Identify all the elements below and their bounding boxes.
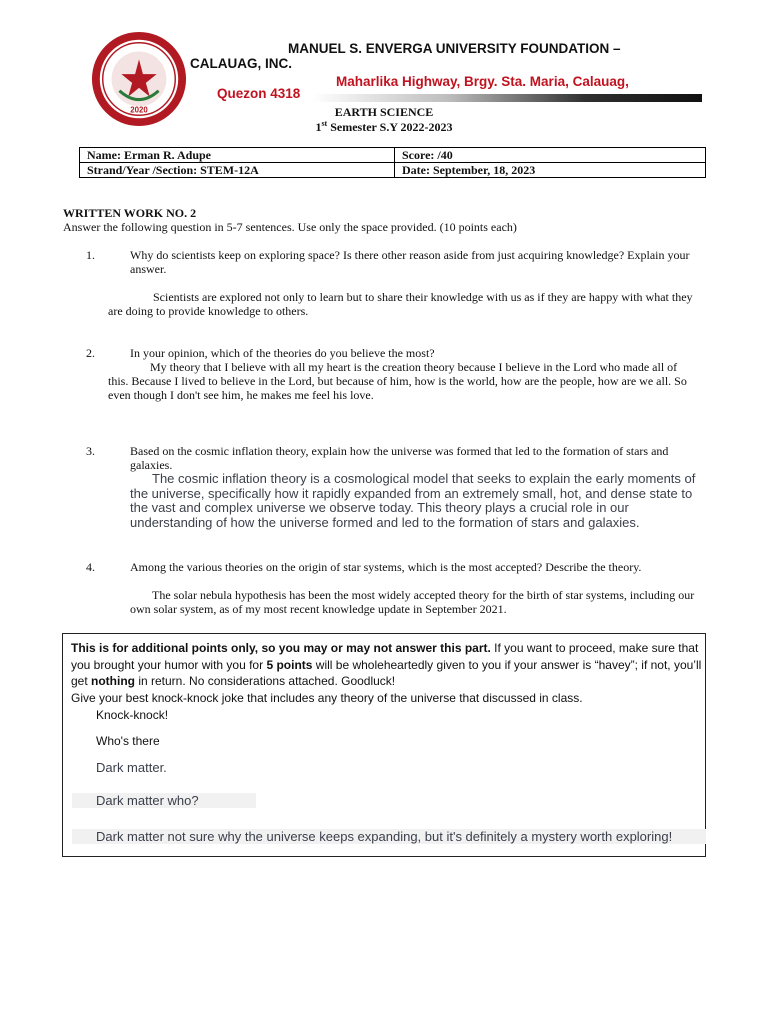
question-number: 3. bbox=[86, 444, 95, 458]
address-line2: Quezon 4318 bbox=[217, 86, 301, 101]
answer-text: The cosmic inflation theory is a cosmological model that seeks to explain the early moments of the universe, specifically how it rapidly expanded from an extremely small, hot, and dense state to the vast and complex universe we observe today. This theory plays a crucial role in our understanding of how the universe formed and led to the formation of stars and galaxies. bbox=[130, 471, 696, 530]
answer-text: My theory that I believe with all my heart is the creation theory because I believe in the Lord who made all of this. Because I lived to believe in the Lord, but because of him, how is the world, how are the people, how are we all. So even though I don't see him, he makes me feel his love. bbox=[108, 360, 687, 402]
bonus-prompt: Give your best knock-knock joke that includes any theory of the universe that discussed in class. bbox=[71, 690, 583, 705]
question-text: In your opinion, which of the theories do you believe the most? bbox=[130, 346, 435, 360]
bonus-instructions: This is for additional points only, so you may or may not answer this part. If you want to proceed, make sure that you brought your humor with you for 5 points will be wholeheartedly given to you if your answer is “havey”; if not, you’ll get nothing in return. No considerations attached. Goodluck! Give your best knock-knock joke that includes any theory of the universe that discussed in class. bbox=[71, 640, 711, 706]
logo-year: 2020 bbox=[130, 105, 148, 115]
written-work-title: WRITTEN WORK NO. 2 bbox=[63, 206, 197, 220]
question-number: 1. bbox=[86, 248, 95, 262]
university-name-line2: CALAUAG, INC. bbox=[190, 56, 292, 71]
joke-line: Dark matter. bbox=[96, 760, 167, 775]
date-field: Date: September, 18, 2023 bbox=[395, 163, 706, 178]
joke-line: Dark matter not sure why the universe keeps expanding, but it's definitely a mystery worth exploring! bbox=[72, 829, 706, 844]
score-field: Score: /40 bbox=[395, 148, 706, 163]
university-name-line1: MANUEL S. ENVERGA UNIVERSITY FOUNDATION – bbox=[288, 41, 621, 56]
joke-line: Dark matter who? bbox=[72, 793, 256, 808]
subject-title: EARTH SCIENCE bbox=[334, 105, 434, 119]
answer-text: Scientists are explored not only to learn but to share their knowledge with us as if they are happy with what they are doing to provide knowledge to others. bbox=[108, 290, 693, 318]
student-info-table bbox=[79, 147, 706, 178]
answer-text: The solar nebula hypothesis has been the most widely accepted theory for the birth of star systems, including our own solar system, as of my most recent knowledge update in September 2021. bbox=[130, 588, 695, 616]
question-text: Among the various theories on the origin of star systems, which is the most accepted? Describe the theory. bbox=[130, 560, 642, 574]
joke-line: Knock-knock! bbox=[96, 708, 169, 722]
header-gradient-bar bbox=[312, 94, 702, 102]
strand-section: Strand/Year /Section: STEM-12A bbox=[80, 163, 395, 178]
joke-line: Who's there bbox=[96, 734, 160, 748]
question-text: Based on the cosmic inflation theory, explain how the universe was formed that led to the formation of stars and galaxies. bbox=[130, 444, 669, 472]
address-line1: Maharlika Highway, Brgy. Sta. Maria, Calauag, bbox=[336, 74, 629, 89]
student-name: Name: Erman R. Adupe bbox=[80, 148, 395, 163]
semester-label: 1st Semester S.Y 2022-2023 bbox=[315, 119, 453, 134]
question-number: 4. bbox=[86, 560, 95, 574]
question-text: Why do scientists keep on exploring space? Is there other reason aside from just acquiring knowledge? Explain your answer. bbox=[130, 248, 690, 276]
question-number: 2. bbox=[86, 346, 95, 360]
written-work-instructions: Answer the following question in 5-7 sentences. Use only the space provided. (10 points each) bbox=[63, 220, 517, 234]
